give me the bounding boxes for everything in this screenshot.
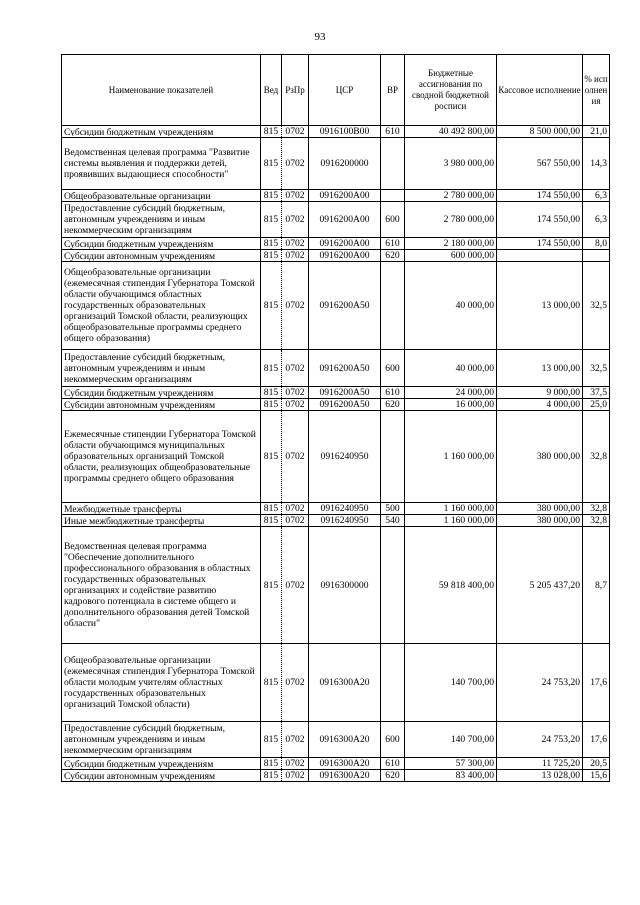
cell-pct: 6,3 bbox=[583, 190, 610, 202]
cell-cash: 13 000,00 bbox=[497, 262, 583, 350]
cell-pct: 14,3 bbox=[583, 138, 610, 190]
header-name: Наименование показателей bbox=[62, 55, 261, 126]
cell-pct: 17,6 bbox=[583, 644, 610, 722]
table-row bbox=[62, 126, 610, 138]
cell-name bbox=[62, 350, 261, 387]
cell-ved: 815 bbox=[261, 238, 282, 250]
table-row bbox=[62, 262, 610, 350]
cell-name bbox=[62, 770, 261, 782]
cell-ved: 815 bbox=[261, 250, 282, 262]
table-row bbox=[62, 770, 610, 782]
row-name-text: Иные межбюджетные трансферты bbox=[64, 515, 205, 526]
cell-vr: 540 bbox=[381, 515, 405, 527]
cell-rzpr: 0702 bbox=[282, 515, 309, 527]
cell-rzpr: 0702 bbox=[282, 190, 309, 202]
cell-csr: 0916200А50 bbox=[309, 262, 381, 350]
page-number: 93 bbox=[314, 31, 326, 43]
cell-budget: 2 780 000,00 bbox=[405, 202, 497, 238]
cell-csr: 0916200А00 bbox=[309, 202, 381, 238]
cell-vr: 610 bbox=[381, 238, 405, 250]
cell-pct bbox=[583, 250, 610, 262]
table-row bbox=[62, 250, 610, 262]
cell-pct: 20,5 bbox=[583, 758, 610, 770]
table-header-row bbox=[62, 55, 610, 126]
cell-ved: 815 bbox=[261, 411, 282, 503]
row-name-text: Ведомственная целевая программа "Развитие системы выявления и поддержки детей, проявивших выдающиеся способности" bbox=[64, 147, 250, 180]
cell-vr: 600 bbox=[381, 350, 405, 387]
cell-vr: 610 bbox=[381, 387, 405, 399]
cell-vr bbox=[381, 644, 405, 722]
cell-cash: 567 550,00 bbox=[497, 138, 583, 190]
cell-name bbox=[62, 262, 261, 350]
row-name-text: Субсидии автономным учреждениям bbox=[64, 250, 216, 261]
cell-csr: 0916300А20 bbox=[309, 770, 381, 782]
cell-pct: 25,0 bbox=[583, 399, 610, 411]
table-row bbox=[62, 399, 610, 411]
cell-pct: 32,5 bbox=[583, 262, 610, 350]
table-row bbox=[62, 527, 610, 644]
header-rzpr: РзПр bbox=[282, 55, 309, 126]
cell-ved: 815 bbox=[261, 758, 282, 770]
cell-rzpr: 0702 bbox=[282, 411, 309, 503]
cell-name bbox=[62, 202, 261, 238]
header-vr: ВР bbox=[381, 55, 405, 126]
row-name-text: Межбюджетные трансферты bbox=[64, 503, 182, 514]
cell-name bbox=[62, 238, 261, 250]
row-name-text: Общеобразовательные организации (ежемесячная стипендия Губернатора Томской области молодым учителям областных государственных образовательных организаций Томской области) bbox=[64, 655, 255, 710]
row-name-text: Субсидии бюджетным учреждениям bbox=[64, 238, 214, 249]
row-name-text: Предоставление субсидий бюджетным, автономным учреждениям и иным некоммерческим организациям bbox=[64, 723, 226, 756]
cell-pct: 32,8 bbox=[583, 503, 610, 515]
cell-pct: 17,6 bbox=[583, 722, 610, 758]
cell-vr bbox=[381, 190, 405, 202]
cell-budget: 24 000,00 bbox=[405, 387, 497, 399]
cell-pct: 8,7 bbox=[583, 527, 610, 644]
cell-cash: 9 000,00 bbox=[497, 387, 583, 399]
cell-rzpr: 0702 bbox=[282, 202, 309, 238]
cell-name bbox=[62, 411, 261, 503]
cell-vr: 600 bbox=[381, 202, 405, 238]
cell-vr: 620 bbox=[381, 399, 405, 411]
cell-pct: 32,8 bbox=[583, 411, 610, 503]
cell-budget: 57 300,00 bbox=[405, 758, 497, 770]
cell-name bbox=[62, 527, 261, 644]
row-name-text: Предоставление субсидий бюджетным, автономным учреждениям и иным некоммерческим организациям bbox=[64, 203, 226, 236]
table-row bbox=[62, 503, 610, 515]
cell-csr: 0916200А00 bbox=[309, 238, 381, 250]
header-ved: Вед bbox=[261, 55, 282, 126]
cell-budget: 2 180 000,00 bbox=[405, 238, 497, 250]
cell-rzpr: 0702 bbox=[282, 126, 309, 138]
row-name-text: Ведомственная целевая программа "Обеспечение дополнительного профессионального образования в областных государственных образовательных организациях и содействие развитию кадрового потенциала в системе общего и дополнительного образования детей Томской области" bbox=[64, 541, 251, 629]
row-name-text: Общеобразовательные организации bbox=[64, 190, 211, 201]
table-row bbox=[62, 387, 610, 399]
row-name-text: Субсидии бюджетным учреждениям bbox=[64, 387, 214, 398]
cell-cash: 24 753,20 bbox=[497, 644, 583, 722]
cell-budget: 40 000,00 bbox=[405, 262, 497, 350]
cell-vr bbox=[381, 262, 405, 350]
cell-csr: 0916300000 bbox=[309, 527, 381, 644]
cell-rzpr: 0702 bbox=[282, 138, 309, 190]
cell-vr: 610 bbox=[381, 758, 405, 770]
table-row bbox=[62, 138, 610, 190]
cell-budget: 59 818 400,00 bbox=[405, 527, 497, 644]
cell-vr: 600 bbox=[381, 722, 405, 758]
table-row bbox=[62, 758, 610, 770]
cell-csr: 0916200А50 bbox=[309, 399, 381, 411]
cell-rzpr: 0702 bbox=[282, 387, 309, 399]
row-name-text: Субсидии автономным учреждениям bbox=[64, 399, 216, 410]
cell-vr bbox=[381, 411, 405, 503]
cell-rzpr: 0702 bbox=[282, 262, 309, 350]
cell-name bbox=[62, 399, 261, 411]
cell-cash: 5 205 437,20 bbox=[497, 527, 583, 644]
cell-pct: 21,0 bbox=[583, 126, 610, 138]
header-pct: % исполнения bbox=[583, 55, 610, 126]
cell-csr: 0916300А20 bbox=[309, 644, 381, 722]
cell-rzpr: 0702 bbox=[282, 758, 309, 770]
cell-csr: 0916200А50 bbox=[309, 350, 381, 387]
cell-rzpr: 0702 bbox=[282, 527, 309, 644]
table-row bbox=[62, 202, 610, 238]
cell-rzpr: 0702 bbox=[282, 238, 309, 250]
cell-rzpr: 0702 bbox=[282, 350, 309, 387]
cell-name bbox=[62, 722, 261, 758]
row-name-text: Ежемесячные стипендии Губернатора Томской области обучающимся муниципальных образовательных организаций Томской области, реализующих общеобразовательные программы среднего общего образования bbox=[64, 429, 256, 484]
cell-pct: 6,3 bbox=[583, 202, 610, 238]
cell-budget: 83 400,00 bbox=[405, 770, 497, 782]
cell-budget: 1 160 000,00 bbox=[405, 515, 497, 527]
cell-cash: 13 000,00 bbox=[497, 350, 583, 387]
cell-budget: 40 492 800,00 bbox=[405, 126, 497, 138]
cell-vr bbox=[381, 138, 405, 190]
cell-ved: 815 bbox=[261, 202, 282, 238]
table-row bbox=[62, 238, 610, 250]
cell-ved: 815 bbox=[261, 515, 282, 527]
table-body bbox=[62, 126, 610, 782]
cell-csr: 0916240950 bbox=[309, 503, 381, 515]
cell-budget: 140 700,00 bbox=[405, 644, 497, 722]
cell-rzpr: 0702 bbox=[282, 722, 309, 758]
cell-rzpr: 0702 bbox=[282, 250, 309, 262]
cell-rzpr: 0702 bbox=[282, 770, 309, 782]
cell-ved: 815 bbox=[261, 644, 282, 722]
row-name-text: Общеобразовательные организации (ежемесячная стипендия Губернатора Томской области обучающимся областных государственных образовательных организаций Томской области, реализующих общеобразовательные программы среднего общего образования) bbox=[64, 267, 255, 344]
cell-name bbox=[62, 138, 261, 190]
cell-budget: 1 160 000,00 bbox=[405, 503, 497, 515]
cell-cash: 174 550,00 bbox=[497, 190, 583, 202]
cell-cash: 380 000,00 bbox=[497, 411, 583, 503]
cell-cash: 8 500 000,00 bbox=[497, 126, 583, 138]
cell-cash: 174 550,00 bbox=[497, 238, 583, 250]
cell-name bbox=[62, 190, 261, 202]
cell-budget: 140 700,00 bbox=[405, 722, 497, 758]
cell-ved: 815 bbox=[261, 770, 282, 782]
header-cash: Кассовое исполнение bbox=[497, 55, 583, 126]
cell-name bbox=[62, 515, 261, 527]
cell-vr: 620 bbox=[381, 250, 405, 262]
cell-name bbox=[62, 758, 261, 770]
cell-cash: 380 000,00 bbox=[497, 515, 583, 527]
cell-vr: 500 bbox=[381, 503, 405, 515]
cell-rzpr: 0702 bbox=[282, 399, 309, 411]
cell-ved: 815 bbox=[261, 126, 282, 138]
cell-ved: 815 bbox=[261, 350, 282, 387]
header-budget: Бюджетные ассигнования по сводной бюджетной росписи bbox=[405, 55, 497, 126]
cell-pct: 8,0 bbox=[583, 238, 610, 250]
cell-cash bbox=[497, 250, 583, 262]
cell-cash: 4 000,00 bbox=[497, 399, 583, 411]
cell-ved: 815 bbox=[261, 722, 282, 758]
cell-rzpr: 0702 bbox=[282, 503, 309, 515]
row-name-text: Субсидии автономным учреждениям bbox=[64, 770, 216, 781]
cell-vr bbox=[381, 527, 405, 644]
cell-csr: 0916200А00 bbox=[309, 190, 381, 202]
table-row bbox=[62, 190, 610, 202]
table-row bbox=[62, 644, 610, 722]
row-name-text: Предоставление субсидий бюджетным, автономным учреждениям и иным некоммерческим организациям bbox=[64, 351, 226, 385]
cell-ved: 815 bbox=[261, 527, 282, 644]
cell-vr: 610 bbox=[381, 126, 405, 138]
cell-ved: 815 bbox=[261, 262, 282, 350]
table-row bbox=[62, 350, 610, 387]
cell-ved: 815 bbox=[261, 138, 282, 190]
cell-budget: 3 980 000,00 bbox=[405, 138, 497, 190]
row-name-text: Субсидии бюджетным учреждениям bbox=[64, 758, 214, 769]
cell-ved: 815 bbox=[261, 503, 282, 515]
header-csr: ЦСР bbox=[309, 55, 381, 126]
table-row bbox=[62, 515, 610, 527]
cell-ved: 815 bbox=[261, 387, 282, 399]
cell-budget: 600 000,00 bbox=[405, 250, 497, 262]
cell-budget: 40 000,00 bbox=[405, 350, 497, 387]
cell-ved: 815 bbox=[261, 399, 282, 411]
cell-csr: 0916300А20 bbox=[309, 722, 381, 758]
cell-name bbox=[62, 644, 261, 722]
cell-csr: 0916300А20 bbox=[309, 758, 381, 770]
cell-csr: 0916240950 bbox=[309, 411, 381, 503]
budget-execution-table bbox=[61, 54, 610, 782]
cell-csr: 0916240950 bbox=[309, 515, 381, 527]
cell-cash: 174 550,00 bbox=[497, 202, 583, 238]
cell-name bbox=[62, 387, 261, 399]
table-row bbox=[62, 411, 610, 503]
cell-csr: 0916200А50 bbox=[309, 387, 381, 399]
cell-ved: 815 bbox=[261, 190, 282, 202]
row-name-text: Субсидии бюджетным учреждениям bbox=[64, 127, 214, 136]
table-row bbox=[62, 722, 610, 758]
cell-pct: 37,5 bbox=[583, 387, 610, 399]
cell-budget: 16 000,00 bbox=[405, 399, 497, 411]
cell-budget: 1 160 000,00 bbox=[405, 411, 497, 503]
cell-csr: 0916200000 bbox=[309, 138, 381, 190]
cell-pct: 32,8 bbox=[583, 515, 610, 527]
cell-pct: 32,5 bbox=[583, 350, 610, 387]
cell-name bbox=[62, 126, 261, 138]
cell-name bbox=[62, 250, 261, 262]
cell-cash: 13 028,00 bbox=[497, 770, 583, 782]
cell-vr: 620 bbox=[381, 770, 405, 782]
cell-cash: 11 725,20 bbox=[497, 758, 583, 770]
cell-name bbox=[62, 503, 261, 515]
cell-cash: 380 000,00 bbox=[497, 503, 583, 515]
cell-cash: 24 753,20 bbox=[497, 722, 583, 758]
cell-rzpr: 0702 bbox=[282, 644, 309, 722]
cell-csr: 0916100В00 bbox=[309, 126, 381, 138]
cell-pct: 15,6 bbox=[583, 770, 610, 782]
cell-csr: 0916200А00 bbox=[309, 250, 381, 262]
cell-budget: 2 780 000,00 bbox=[405, 190, 497, 202]
